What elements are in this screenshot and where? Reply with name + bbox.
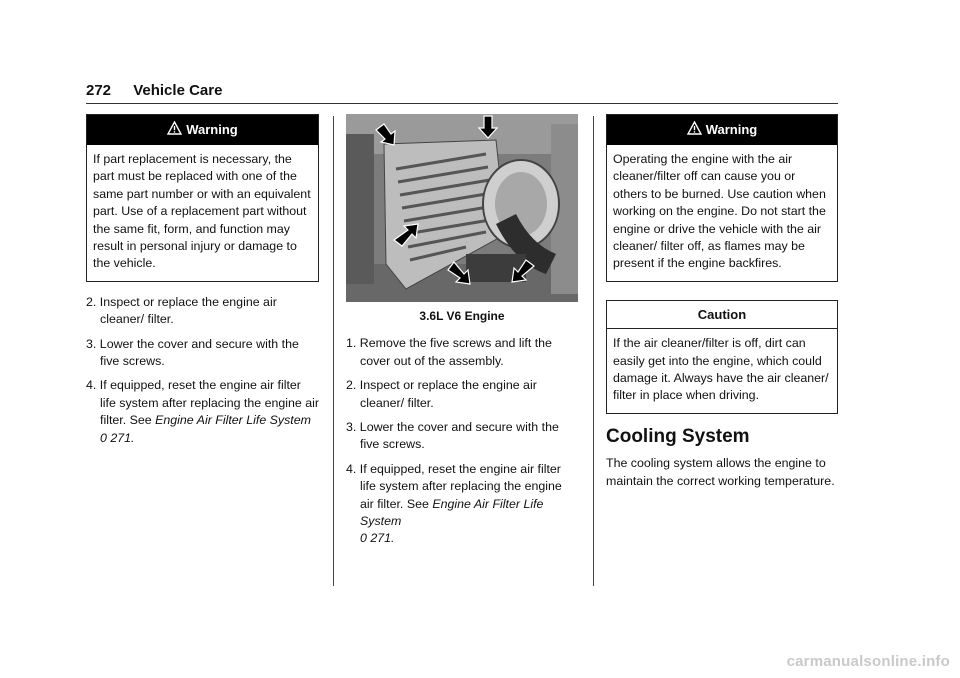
- list-item: 4. If equipped, reset the engine air filter life system after replacing the engine air filter. See Engine Air Filter Life System 0 271.: [86, 378, 320, 445]
- list-item: 3. Lower the cover and secure with the five screws.: [86, 336, 299, 369]
- section-heading: Cooling System: [606, 425, 750, 447]
- page-reference[interactable]: 0 271.: [100, 430, 135, 445]
- column-1: [86, 114, 319, 454]
- caution-label: Caution: [607, 301, 837, 329]
- body-paragraph: The cooling system allows the engine to maintain the correct working temperature.: [606, 456, 835, 488]
- warning-box: [86, 114, 319, 282]
- warning-text: Operating the engine with the air cleaner/filter off can cause you or others to be burned. Use caution when working on the engine. Do not start the engine or drive the vehicle with the air cleaner/ filter off, as flames may be present if the engine backfires.: [613, 152, 826, 271]
- list-item: 2. Inspect or replace the engine air cleaner/ filter.: [346, 378, 537, 410]
- warning-icon: [167, 121, 182, 139]
- steps-list: [86, 294, 319, 447]
- cross-reference-link[interactable]: Engine Air Filter Life System: [155, 413, 311, 428]
- column-divider-1: [333, 116, 334, 586]
- section-title: Vehicle Care: [133, 82, 223, 99]
- page-reference[interactable]: 0 271.: [360, 531, 395, 546]
- column-divider-2: [593, 116, 594, 586]
- page-number: 272: [86, 82, 112, 99]
- caution-box: [606, 300, 838, 414]
- cross-reference-link[interactable]: Engine Air Filter Life System: [360, 496, 544, 529]
- watermark: carmanualsonline.info: [786, 653, 950, 670]
- page-header: [86, 82, 222, 99]
- column-3: [606, 114, 838, 490]
- figure-caption: 3.6L V6 Engine: [419, 309, 505, 323]
- warning-label: Warning: [186, 122, 238, 138]
- caution-text: If the air cleaner/filter is off, dirt can easily get into the engine, which could damage it. Always have the air cleaner/ filter in place when driving.: [613, 336, 829, 403]
- column-2: [346, 114, 578, 555]
- warning-icon: [687, 121, 702, 139]
- warning-header: [607, 115, 837, 145]
- warning-label: Warning: [705, 122, 758, 138]
- list-item: 2. Inspect or replace the engine air cleaner/ filter.: [86, 294, 277, 327]
- list-item: 1. Remove the five screws and lift the cover out of the assembly.: [346, 336, 552, 368]
- warning-box: [606, 114, 838, 282]
- engine-air-cleaner-photo: [346, 114, 578, 302]
- header-rule: [86, 103, 838, 104]
- warning-text: If part replacement is necessary, the part must be replaced with one of the same part number or with an equivalent part. Use of a replacement part without the same fit, form, and function may result in personal injury or damage to the vehicle.: [93, 152, 311, 271]
- steps-list: [346, 335, 578, 547]
- warning-header: [87, 115, 318, 145]
- list-item: 4. If equipped, reset the engine air filter life system after replacing the engine air filter. See Engine Air Filter Life System 0 271.: [346, 461, 562, 546]
- list-item: 3. Lower the cover and secure with the five screws.: [346, 420, 559, 452]
